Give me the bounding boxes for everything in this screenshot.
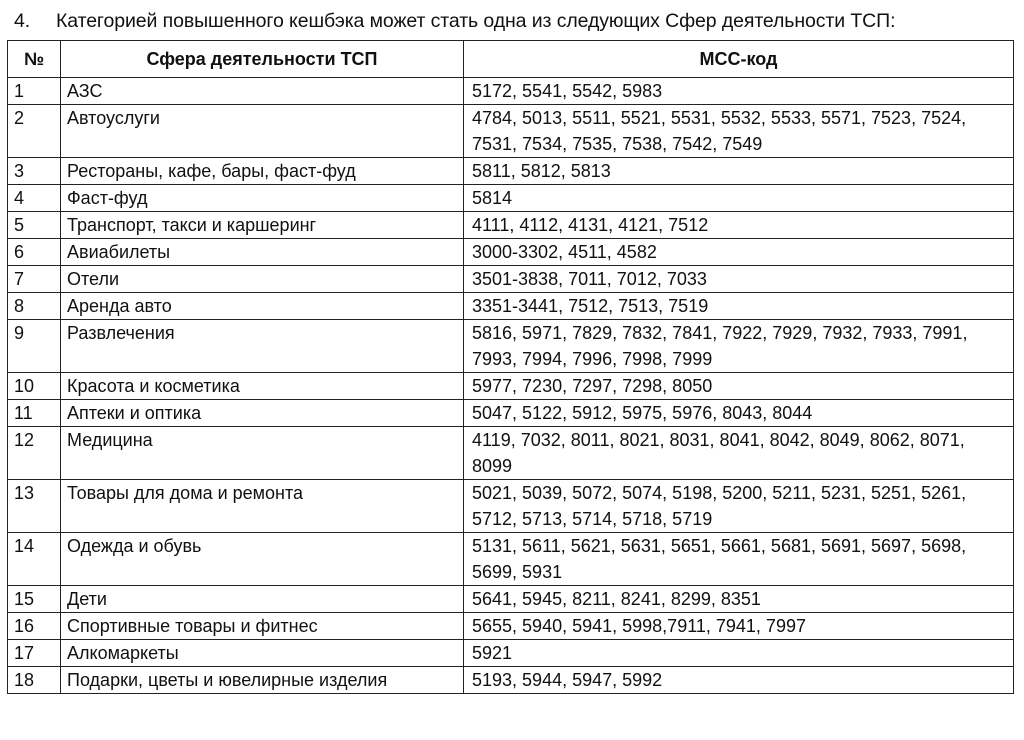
row-sphere: Отели — [61, 266, 464, 293]
row-sphere: Аптеки и оптика — [61, 400, 464, 427]
row-number: 18 — [8, 667, 61, 694]
row-number: 9 — [8, 320, 61, 373]
row-sphere: Спортивные товары и фитнес — [61, 613, 464, 640]
row-number: 10 — [8, 373, 61, 400]
row-mcc-codes: 5193, 5944, 5947, 5992 — [464, 667, 1014, 694]
table-header-row — [8, 41, 1014, 78]
row-mcc-codes: 3351-3441, 7512, 7513, 7519 — [464, 293, 1014, 320]
header-sphere: Сфера деятельности ТСП — [61, 41, 464, 78]
section-number: 4. — [14, 10, 31, 32]
table-row — [8, 373, 1014, 400]
row-sphere: Медицина — [61, 427, 464, 480]
table-row — [8, 427, 1014, 480]
table-row — [8, 212, 1014, 239]
section-heading-text: Категорией повышенного кешбэка может стать одна из следующих Сфер деятельности ТСП: — [56, 10, 896, 32]
row-mcc-codes: 5172, 5541, 5542, 5983 — [464, 78, 1014, 105]
table-row — [8, 640, 1014, 667]
table-row — [8, 613, 1014, 640]
table-row — [8, 480, 1014, 533]
row-number: 5 — [8, 212, 61, 239]
row-mcc-codes: 5021, 5039, 5072, 5074, 5198, 5200, 5211, 5231, 5251, 5261, 5712, 5713, 5714, 5718, 5719 — [464, 480, 1014, 533]
row-number: 17 — [8, 640, 61, 667]
table-row — [8, 320, 1014, 373]
row-sphere: Дети — [61, 586, 464, 613]
row-mcc-codes: 4784, 5013, 5511, 5521, 5531, 5532, 5533, 5571, 7523, 7524, 7531, 7534, 7535, 7538, 7542, 7549 — [464, 105, 1014, 158]
table-row — [8, 266, 1014, 293]
row-mcc-codes: 3501-3838, 7011, 7012, 7033 — [464, 266, 1014, 293]
table-row — [8, 586, 1014, 613]
mcc-table — [7, 40, 1014, 694]
table-row — [8, 293, 1014, 320]
row-mcc-codes: 5655, 5940, 5941, 5998,7911, 7941, 7997 — [464, 613, 1014, 640]
row-mcc-codes: 4111, 4112, 4131, 4121, 7512 — [464, 212, 1014, 239]
row-sphere: Фаст-фуд — [61, 185, 464, 212]
row-number: 2 — [8, 105, 61, 158]
row-sphere: Аренда авто — [61, 293, 464, 320]
row-number: 11 — [8, 400, 61, 427]
row-number: 8 — [8, 293, 61, 320]
row-number: 12 — [8, 427, 61, 480]
row-sphere: Автоуслуги — [61, 105, 464, 158]
row-mcc-codes: 5921 — [464, 640, 1014, 667]
row-mcc-codes: 5977, 7230, 7297, 7298, 8050 — [464, 373, 1014, 400]
row-number: 14 — [8, 533, 61, 586]
table-row — [8, 239, 1014, 266]
row-mcc-codes: 5131, 5611, 5621, 5631, 5651, 5661, 5681, 5691, 5697, 5698, 5699, 5931 — [464, 533, 1014, 586]
row-sphere: Рестораны, кафе, бары, фаст-фуд — [61, 158, 464, 185]
table-row — [8, 105, 1014, 158]
row-mcc-codes: 5047, 5122, 5912, 5975, 5976, 8043, 8044 — [464, 400, 1014, 427]
table-row — [8, 533, 1014, 586]
row-sphere: АЗС — [61, 78, 464, 105]
section-heading — [14, 10, 895, 33]
row-sphere: Товары для дома и ремонта — [61, 480, 464, 533]
row-number: 6 — [8, 239, 61, 266]
header-num: № — [8, 41, 61, 78]
row-number: 4 — [8, 185, 61, 212]
row-number: 7 — [8, 266, 61, 293]
row-mcc-codes: 5811, 5812, 5813 — [464, 158, 1014, 185]
table-row — [8, 400, 1014, 427]
row-number: 1 — [8, 78, 61, 105]
row-number: 13 — [8, 480, 61, 533]
row-sphere: Подарки, цветы и ювелирные изделия — [61, 667, 464, 694]
row-sphere: Авиабилеты — [61, 239, 464, 266]
row-sphere: Развлечения — [61, 320, 464, 373]
row-number: 15 — [8, 586, 61, 613]
row-number: 3 — [8, 158, 61, 185]
row-sphere: Одежда и обувь — [61, 533, 464, 586]
table-body — [8, 78, 1014, 694]
table-row — [8, 78, 1014, 105]
row-sphere: Транспорт, такси и каршеринг — [61, 212, 464, 239]
row-sphere: Алкомаркеты — [61, 640, 464, 667]
table-row — [8, 185, 1014, 212]
row-mcc-codes: 5814 — [464, 185, 1014, 212]
row-mcc-codes: 5641, 5945, 8211, 8241, 8299, 8351 — [464, 586, 1014, 613]
row-mcc-codes: 3000-3302, 4511, 4582 — [464, 239, 1014, 266]
table-row — [8, 667, 1014, 694]
row-number: 16 — [8, 613, 61, 640]
header-mcc: MCC-код — [464, 41, 1014, 78]
row-sphere: Красота и косметика — [61, 373, 464, 400]
row-mcc-codes: 4119, 7032, 8011, 8021, 8031, 8041, 8042, 8049, 8062, 8071, 8099 — [464, 427, 1014, 480]
table-row — [8, 158, 1014, 185]
row-mcc-codes: 5816, 5971, 7829, 7832, 7841, 7922, 7929, 7932, 7933, 7991, 7993, 7994, 7996, 7998, 7999 — [464, 320, 1014, 373]
